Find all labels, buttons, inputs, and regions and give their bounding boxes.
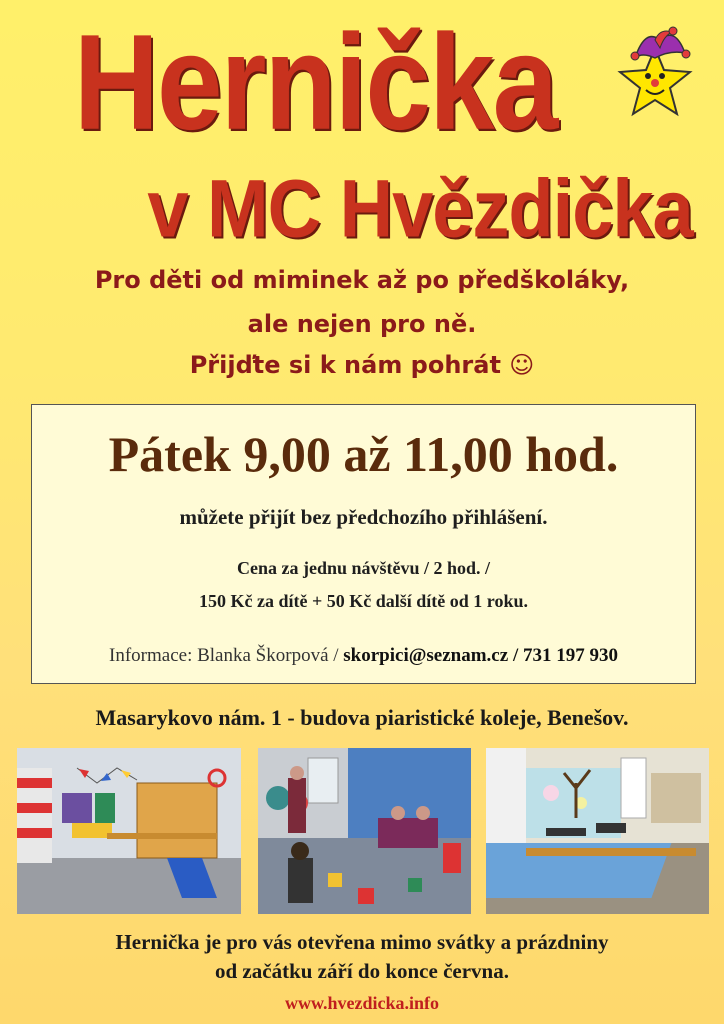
- price-line-1: Cena za jednu návštěvu / 2 hod. /: [236, 558, 491, 578]
- address: Masarykovo nám. 1 - budova piaristické koleje, Benešov.: [95, 705, 629, 730]
- website-link[interactable]: www.hvezdicka.info: [284, 993, 439, 1013]
- intro-line-2: ale nejen pro ně.: [247, 310, 477, 338]
- jester-star-icon: [600, 18, 710, 128]
- page-subtitle: v MC Hvězdička: [147, 162, 693, 255]
- intro-line-3: Přijďte si k nám pohrát ☺: [189, 351, 535, 379]
- contact-info: [32, 645, 695, 667]
- contact-prefix: Informace: Blanka Škorpová /: [109, 645, 344, 666]
- photo-playroom-people: [258, 748, 471, 914]
- photo-playroom-slide: [17, 748, 241, 914]
- photo-table-room: [486, 748, 709, 914]
- intro-line-1: Pro děti od miminek až po předškoláky,: [94, 266, 630, 294]
- price-line-2: 150 Kč za dítě + 50 Kč další dítě od 1 roku.: [199, 591, 528, 611]
- contact-phone: / 731 197 930: [508, 645, 618, 666]
- page-title: Hernička: [73, 6, 557, 159]
- contact-email[interactable]: skorpici@seznam.cz: [343, 645, 509, 666]
- footer-line-2: od začátku září do konce června.: [215, 959, 509, 983]
- footer-line-1: Hernička je pro vás otevřena mimo svátky a prázdniny: [115, 930, 609, 954]
- opening-hours: Pátek 9,00 až 11,00 hod.: [108, 426, 619, 482]
- info-box: [31, 404, 696, 684]
- no-registration-note: můžete přijít bez předchozího přihlášení.: [179, 505, 548, 529]
